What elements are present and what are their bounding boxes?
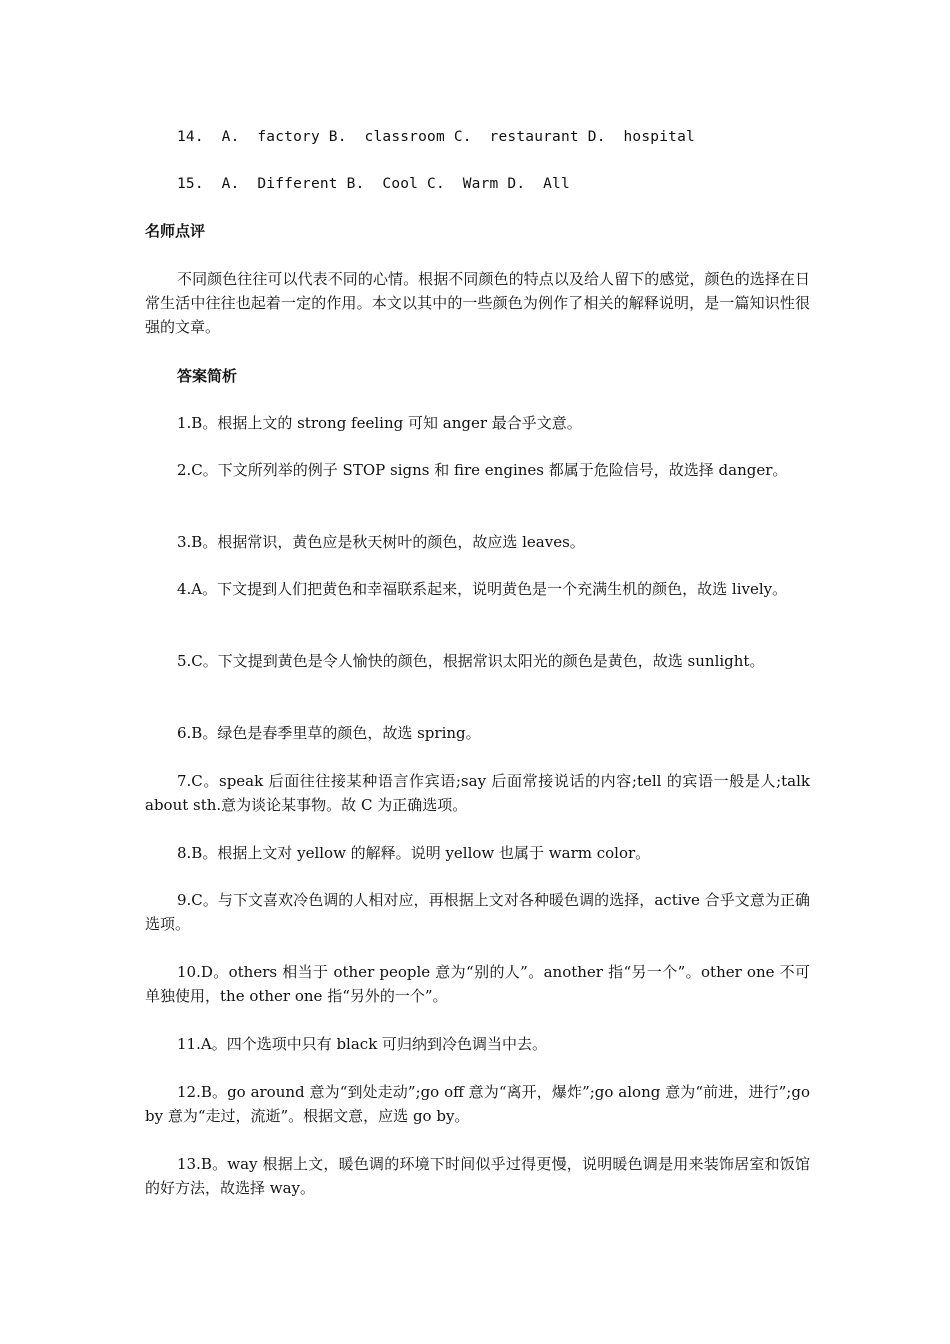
- answers-heading: 答案简析: [177, 367, 238, 385]
- answer-item: 2.C。下文所列举的例子 STOP signs 和 fire engines 都属于危险信号，故选择 danger。: [177, 461, 788, 479]
- answer-item: 9.C。与下文喜欢冷色调的人相对应，再根据上文对各种暖色调的选择，active 合乎文意为正确选项。: [145, 891, 810, 933]
- question-15-options: 15. A. Different B. Cool C. Warm D. All: [177, 176, 570, 192]
- answer-item: 10.D。others 相当于 other people 意为“别的人”。another 指“另一个”。other one 不可单独使用，the other one 指“另外的一个”。: [145, 963, 810, 1005]
- question-14-options: 14. A. factory B. classroom C. restaurant D. hospital: [177, 129, 695, 145]
- answer-item: 8.B。根据上文对 yellow 的解释。说明 yellow 也属于 warm color。: [177, 844, 651, 862]
- review-heading: 名师点评: [145, 222, 206, 240]
- answer-item: 3.B。根据常识，黄色应是秋天树叶的颜色，故应选 leaves。: [177, 533, 585, 551]
- answer-item: 6.B。绿色是春季里草的颜色，故选 spring。: [177, 724, 481, 742]
- answer-item: 7.C。speak 后面往往接某种语言作宾语;say 后面常接说话的内容;tell 的宾语一般是人;talk about sth.意为谈论某事物。故 C 为正确选项。: [145, 772, 810, 814]
- answer-item: 13.B。way 根据上文，暖色调的环境下时间似乎过得更慢，说明暖色调是用来装饰居室和饭馆的好方法，故选择 way。: [145, 1155, 810, 1197]
- review-paragraph: 不同颜色往往可以代表不同的心情。根据不同颜色的特点以及给人留下的感觉，颜色的选择在日常生活中往往也起着一定的作用。本文以其中的一些颜色为例作了相关的解释说明，是一篇知识性很强的文章。: [145, 270, 810, 336]
- answer-item: 1.B。根据上文的 strong feeling 可知 anger 最合乎文意。: [177, 414, 582, 432]
- answer-item: 5.C。下文提到黄色是令人愉快的颜色，根据常识太阳光的颜色是黄色，故选 sunlight。: [177, 652, 765, 670]
- answer-item: 4.A。下文提到人们把黄色和幸福联系起来，说明黄色是一个充满生机的颜色，故选 lively。: [177, 580, 788, 598]
- answer-item: 12.B。go around 意为“到处走动”;go off 意为“离开，爆炸”;go along 意为“前进，进行”;go by 意为“走过，流逝”。根据文意，应选 go by。: [145, 1083, 810, 1125]
- answer-item: 11.A。四个选项中只有 black 可归纳到冷色调当中去。: [177, 1035, 548, 1053]
